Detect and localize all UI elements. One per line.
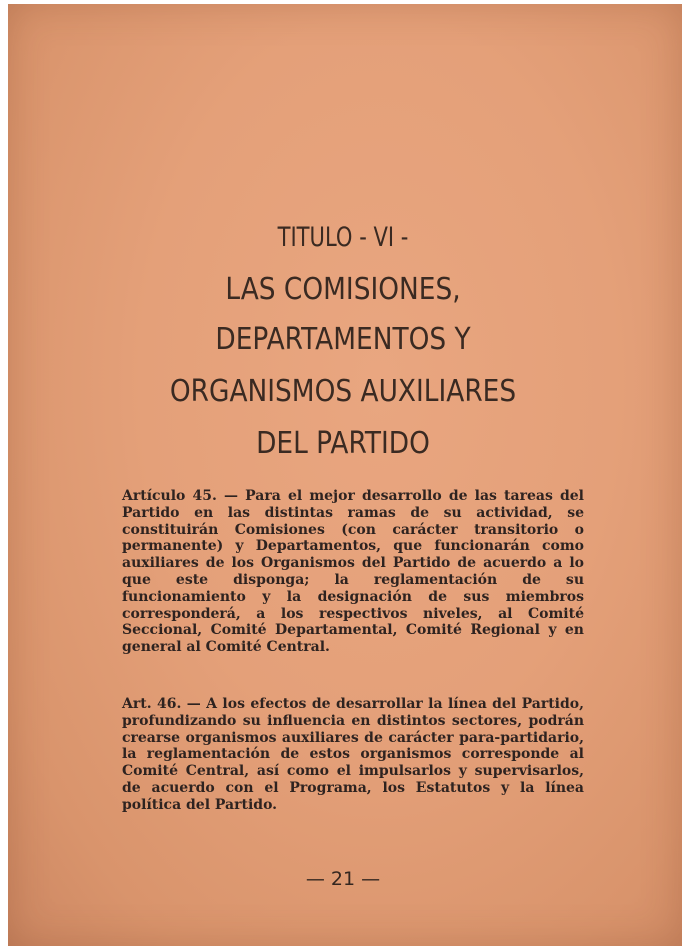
article-46-paragraph: Art. 46. — A los efectos de desarrollar la línea del Partido, profundizando su influencia en distintos sectores, podrán crearse organismos auxiliares de carácter para-partidario, la reglamentación de estos organismos corresponde al Comité Central, así como el impulsarlos y supervisarlos, de acuerdo con el Programa, los Estatutos y la línea política del Partido. [122,696,584,813]
page-number: — 21 — [305,868,381,890]
title-line-1: LAS COMISIONES, [225,272,461,307]
article-45-paragraph: Artículo 45. — Para el mejor desarrollo de las tareas del Partido en las distintas ramas de su actividad, se constituirán Comisiones (con carácter transitorio o permanente) y Departamentos, que funcionarán como auxiliares de los Organismos del Partido de acuerdo a lo que este disponga; la reglamentación de su funcionamiento y la designación de sus miembros corresponderá, a los respectivos niveles, al Comité Seccional, Comité Departamental, Comité Regional y en general al Comité Central. [122,488,584,656]
section-number-heading: TITULO - VI - [277,222,409,253]
title-line-3: ORGANISMOS AUXILIARES [169,374,517,409]
title-line-2: DEPARTAMENTOS Y [215,322,471,357]
title-line-4: DEL PARTIDO [256,426,430,461]
